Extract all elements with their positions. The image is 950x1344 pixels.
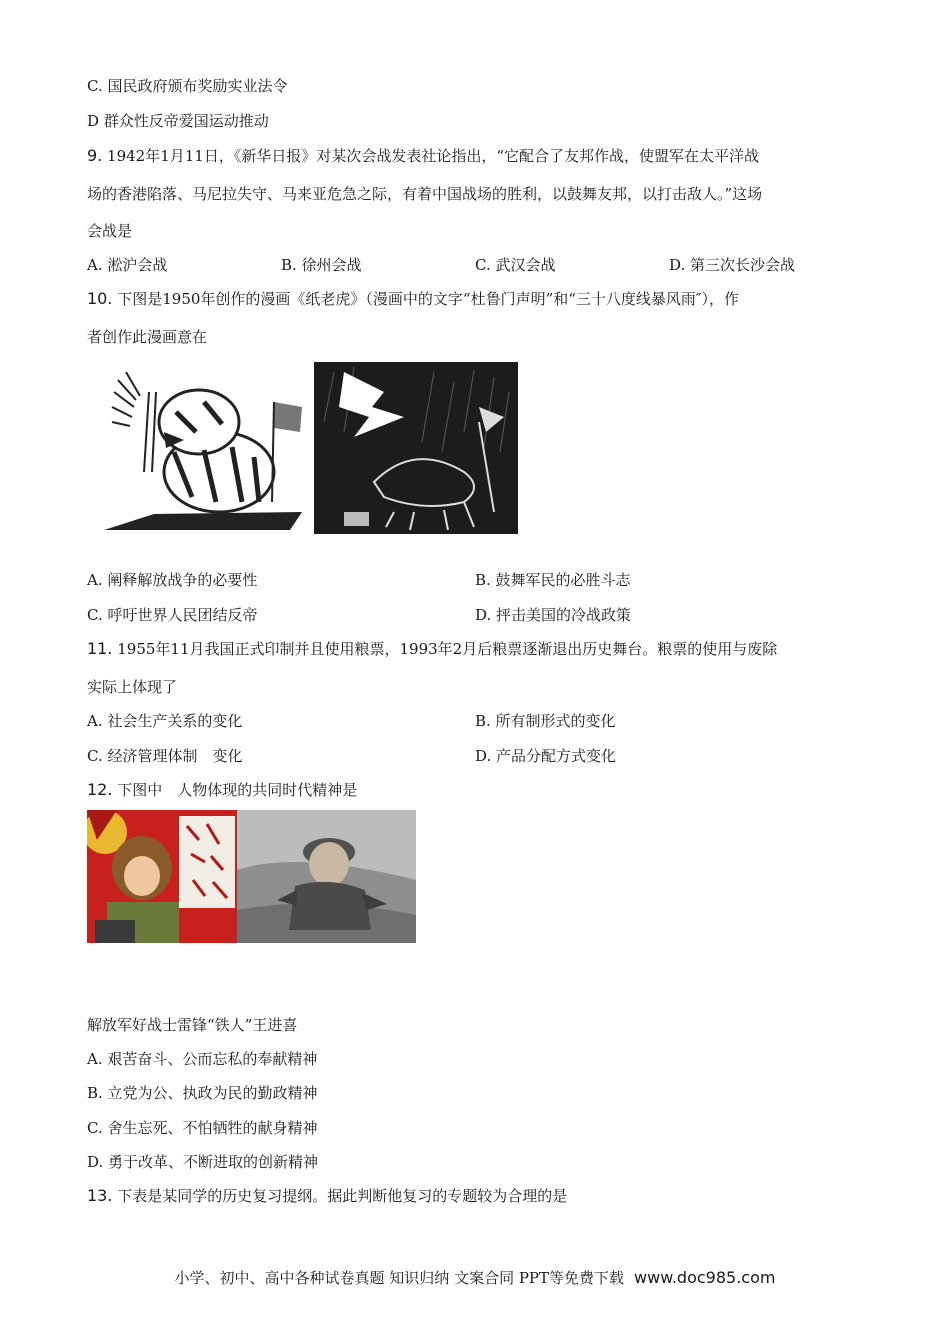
q10-option-a: A. 阐释解放战争的必要性 bbox=[87, 571, 258, 589]
q11-option-a: A. 社会生产关系的变化 bbox=[87, 712, 243, 730]
q11-option-c: C. 经济管理体制 变化 bbox=[87, 747, 243, 765]
q11-stem-line1 bbox=[87, 639, 777, 659]
q12-caption: 解放军好战士雷锋“铁人”王进喜 bbox=[87, 1016, 298, 1034]
q10-option-d: D. 抨击美国的冷战政策 bbox=[475, 606, 632, 624]
q12-option-b: B. 立党为公、执政为民的勤政精神 bbox=[87, 1084, 318, 1102]
q12-stem-text: 下图中 人物体现的共同时代精神是 bbox=[117, 781, 358, 799]
page-footer bbox=[0, 1268, 950, 1288]
q9-number: 9. bbox=[87, 146, 103, 165]
q11-stem-line2: 实际上体现了 bbox=[87, 678, 178, 696]
q10-option-c: C. 呼吁世界人民团结反帝 bbox=[87, 606, 258, 624]
q11-number: 11. bbox=[87, 639, 113, 658]
q9-option-b: B. 徐州会战 bbox=[281, 256, 362, 274]
q9-stem-line2: 场的香港陷落、马尼拉失守、马来亚危急之际，有着中国战场的胜利，以鼓舞友邦，以打击敌人。”这场 bbox=[87, 185, 763, 203]
q9-stem-text1: 1942年1月11日，《新华日报》对某次会战发表社论指出，“它配合了友邦作战，使盟军在太平洋战 bbox=[107, 147, 760, 165]
q11-option-d: D. 产品分配方式变化 bbox=[475, 747, 617, 765]
q12-number: 12. bbox=[87, 780, 113, 799]
q10-stem-text1: 下图是1950年创作的漫画《纸老虎》（漫画中的文字“杜鲁门声明”和“三十八度线暴风雨″），作 bbox=[117, 290, 740, 308]
q13-number: 13. bbox=[87, 1186, 113, 1205]
q13-stem-text: 下表是某同学的历史复习提纲。据此判断他复习的专题较为合理的是 bbox=[117, 1187, 568, 1205]
q11-option-b: B. 所有制形式的变化 bbox=[475, 712, 616, 730]
footer-text: 小学、初中、高中各种试卷真题 知识归纳 文案合同 PPT等免费下载 bbox=[174, 1269, 625, 1287]
q9-stem-line3: 会战是 bbox=[87, 222, 133, 240]
footer-url[interactable]: www.doc985.com bbox=[634, 1268, 776, 1287]
q10-option-b: B. 鼓舞军民的必胜斗志 bbox=[475, 571, 631, 589]
q9-stem-line1 bbox=[87, 146, 759, 166]
wang-jinxi-photo-image bbox=[237, 810, 416, 943]
q13-stem bbox=[87, 1186, 567, 1206]
q8-option-c: C. 国民政府颁布奖励实业法令 bbox=[87, 77, 288, 95]
q9-option-a: A. 淞沪会战 bbox=[87, 256, 168, 274]
q9-option-d: D. 第三次长沙会战 bbox=[669, 256, 796, 274]
q10-stem-line1 bbox=[87, 289, 739, 309]
q10-stem-line2: 者创作此漫画意在 bbox=[87, 328, 208, 346]
q11-stem-text1: 1955年11月我国正式印制并且使用粮票，1993年2月后粮票逐渐退出历史舞台。粮票的使用与废除 bbox=[117, 640, 778, 658]
q9-option-c: C. 武汉会战 bbox=[475, 256, 556, 274]
q12-option-c: C. 舍生忘死、不怕牺牲的献身精神 bbox=[87, 1119, 318, 1137]
q8-option-d: D 群众性反帝爱国运动推动 bbox=[87, 112, 269, 130]
cartoon-storm-image bbox=[314, 362, 518, 534]
cartoon-paper-tiger-image bbox=[104, 362, 308, 534]
q12-option-a: A. 艰苦奋斗、公而忘私的奉献精神 bbox=[87, 1050, 318, 1068]
q12-option-d: D. 勇于改革、不断进取的创新精神 bbox=[87, 1153, 319, 1171]
q10-number: 10. bbox=[87, 289, 113, 308]
lei-feng-poster-image bbox=[87, 810, 237, 943]
q12-stem bbox=[87, 780, 357, 800]
